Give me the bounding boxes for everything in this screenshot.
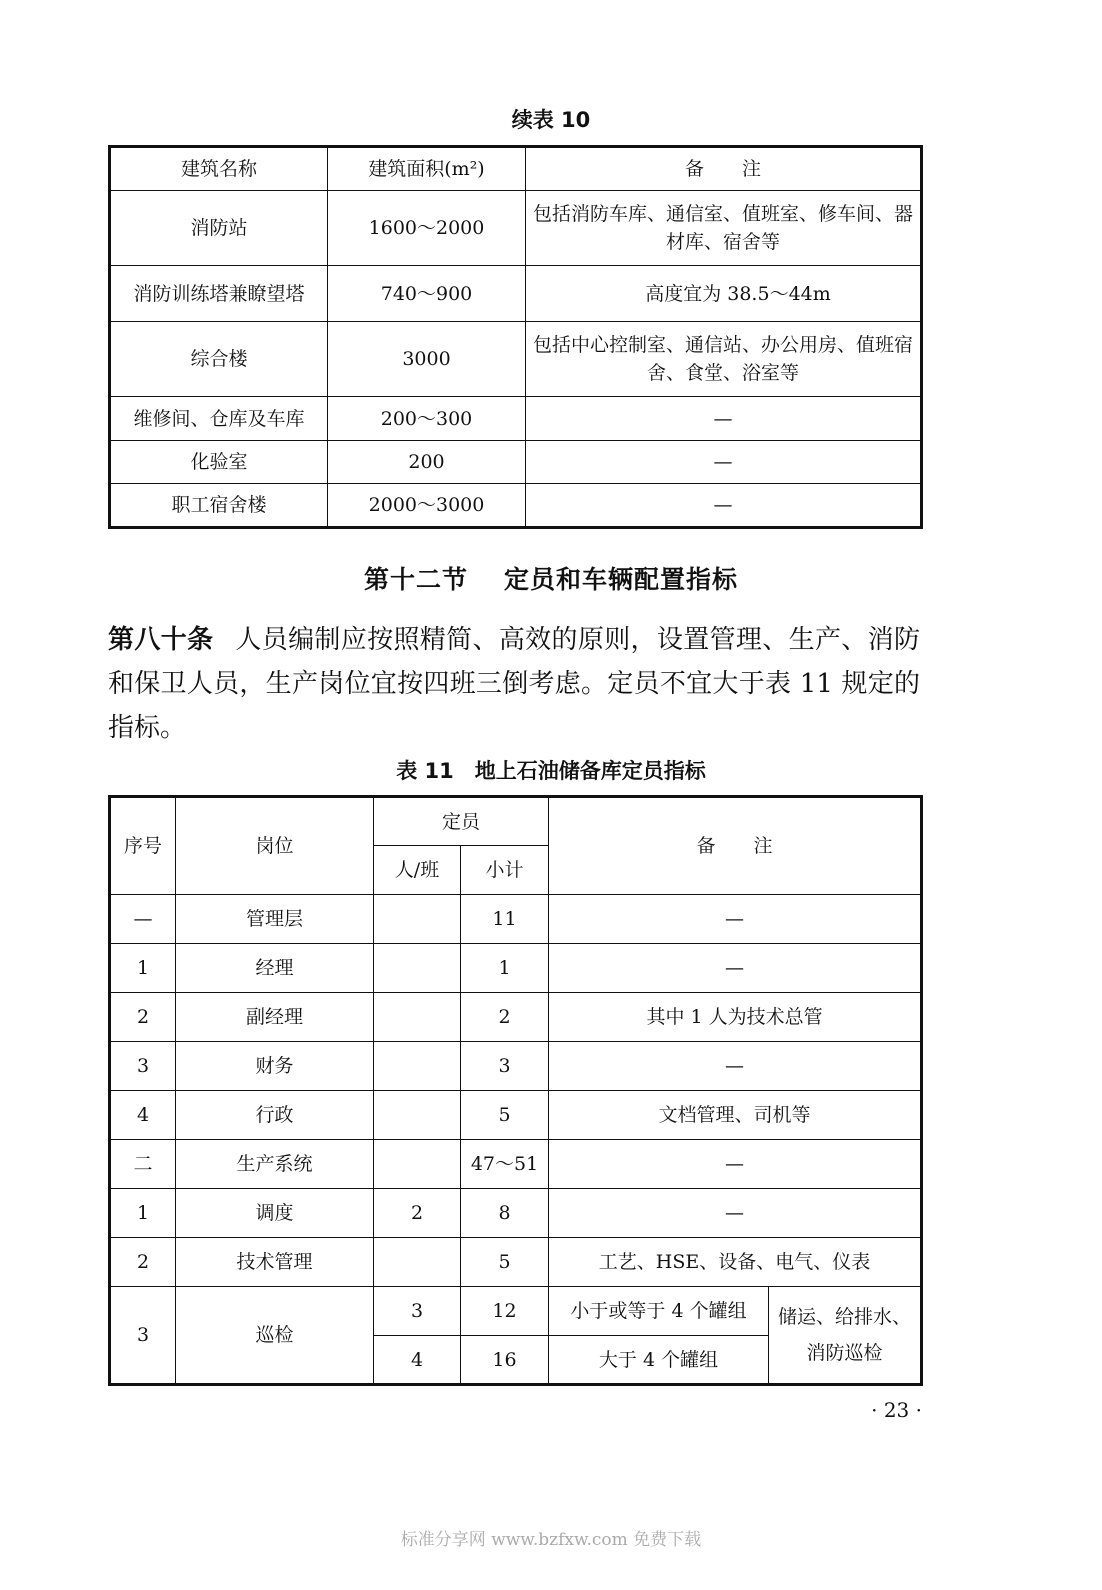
subtotal-cell: 2 [461, 993, 549, 1042]
building-note: — [526, 397, 922, 441]
table11-header-remarks: 备 注 [549, 797, 922, 895]
section-heading [0, 560, 1102, 596]
table11 [108, 795, 923, 1386]
table-row [110, 1287, 922, 1336]
shared-note-cell: 储运、给排水、消防巡检 [769, 1287, 922, 1385]
building-note: — [526, 441, 922, 484]
note-cell: — [549, 1189, 922, 1238]
table10 [108, 145, 923, 529]
building-area: 200～300 [328, 397, 526, 441]
building-area: 740～900 [328, 266, 526, 322]
table-row [110, 441, 922, 484]
table10-header-area: 建筑面积(m²) [328, 147, 526, 191]
seq-cell: 1 [110, 1189, 176, 1238]
post-cell: 生产系统 [176, 1140, 374, 1189]
building-note: — [526, 484, 922, 528]
table-row [110, 1091, 922, 1140]
per-shift-cell [374, 1042, 461, 1091]
per-shift-cell [374, 1091, 461, 1140]
subtotal-cell: 47～51 [461, 1140, 549, 1189]
table-row [110, 397, 922, 441]
table11-header-subtotal: 小计 [461, 846, 549, 895]
seq-cell: 3 [110, 1287, 176, 1385]
building-area: 2000～3000 [328, 484, 526, 528]
building-note: 包括中心控制室、通信站、办公用房、值班宿舍、食堂、浴室等 [526, 322, 922, 397]
table-row [110, 1189, 922, 1238]
seq-cell: 2 [110, 993, 176, 1042]
per-shift-cell [374, 993, 461, 1042]
post-cell: 副经理 [176, 993, 374, 1042]
table-row [110, 1042, 922, 1091]
per-shift-cell [374, 1238, 461, 1287]
subtotal-cell: 12 [461, 1287, 549, 1336]
building-area: 3000 [328, 322, 526, 397]
post-cell: 财务 [176, 1042, 374, 1091]
building-name: 消防训练塔兼瞭望塔 [110, 266, 328, 322]
table-row [110, 1140, 922, 1189]
building-area: 1600～2000 [328, 191, 526, 266]
seq-cell: 2 [110, 1238, 176, 1287]
section-number: 第十二节 [363, 565, 468, 594]
note-cell: — [549, 1140, 922, 1189]
note-cell: 文档管理、司机等 [549, 1091, 922, 1140]
post-cell: 技术管理 [176, 1238, 374, 1287]
article-paragraph [108, 618, 920, 750]
subtotal-cell: 11 [461, 895, 549, 944]
table-row [110, 322, 922, 397]
note-cell: — [549, 1042, 922, 1091]
building-name: 职工宿舍楼 [110, 484, 328, 528]
table11-header-seq: 序号 [110, 797, 176, 895]
subtotal-cell: 5 [461, 1091, 549, 1140]
subtotal-cell: 16 [461, 1336, 549, 1385]
note-cell: 大于 4 个罐组 [549, 1336, 769, 1385]
table-row [110, 1238, 922, 1287]
table11-header-row [110, 797, 922, 846]
table10-header-row [110, 147, 922, 191]
subtotal-cell: 5 [461, 1238, 549, 1287]
seq-cell: 1 [110, 944, 176, 993]
note-cell: 工艺、HSE、设备、电气、仪表 [549, 1238, 922, 1287]
table11-header-post: 岗位 [176, 797, 374, 895]
building-name: 化验室 [110, 441, 328, 484]
post-cell: 经理 [176, 944, 374, 993]
note-cell: — [549, 895, 922, 944]
table-row [110, 191, 922, 266]
building-note: 高度宜为 38.5～44m [526, 266, 922, 322]
subtotal-cell: 3 [461, 1042, 549, 1091]
article-label: 第八十条 [108, 625, 214, 655]
note-cell: 其中 1 人为技术总管 [549, 993, 922, 1042]
footer-watermark: 标准分享网 www.bzfxw.com 免费下载 [400, 1530, 702, 1550]
page-number: · 23 · [871, 1398, 922, 1422]
table10-caption: 续表 10 [511, 108, 591, 132]
note-cell: 小于或等于 4 个罐组 [549, 1287, 769, 1336]
per-shift-cell [374, 895, 461, 944]
per-shift-cell [374, 1140, 461, 1189]
subtotal-cell: 1 [461, 944, 549, 993]
per-shift-cell: 3 [374, 1287, 461, 1336]
seq-cell: 3 [110, 1042, 176, 1091]
building-name: 维修间、仓库及车库 [110, 397, 328, 441]
table-row [110, 484, 922, 528]
post-cell: 行政 [176, 1091, 374, 1140]
seq-cell: 二 [110, 1140, 176, 1189]
table10-header-name: 建筑名称 [110, 147, 328, 191]
building-note: 包括消防车库、通信室、值班室、修车间、器材库、宿舍等 [526, 191, 922, 266]
building-area: 200 [328, 441, 526, 484]
post-cell: 管理层 [176, 895, 374, 944]
seq-cell: 4 [110, 1091, 176, 1140]
table-row [110, 266, 922, 322]
per-shift-cell: 4 [374, 1336, 461, 1385]
per-shift-cell: 2 [374, 1189, 461, 1238]
table11-header-staffing: 定员 [374, 797, 549, 846]
post-cell: 调度 [176, 1189, 374, 1238]
table-row [110, 944, 922, 993]
section-title: 定员和车辆配置指标 [504, 565, 739, 594]
building-name: 消防站 [110, 191, 328, 266]
note-cell: — [549, 944, 922, 993]
table10-header-note: 备 注 [526, 147, 922, 191]
per-shift-cell [374, 944, 461, 993]
table-row [110, 895, 922, 944]
article-text: 人员编制应按照精简、高效的原则，设置管理、生产、消防和保卫人员，生产岗位宜按四班三倒考虑。定员不宜大于表 11 规定的指标。 [108, 625, 920, 743]
building-name: 综合楼 [110, 322, 328, 397]
subtotal-cell: 8 [461, 1189, 549, 1238]
seq-cell: — [110, 895, 176, 944]
table11-header-per-shift: 人/班 [374, 846, 461, 895]
table-row [110, 993, 922, 1042]
post-cell: 巡检 [176, 1287, 374, 1385]
table11-caption: 表 11 地上石油储备库定员指标 [396, 759, 706, 783]
